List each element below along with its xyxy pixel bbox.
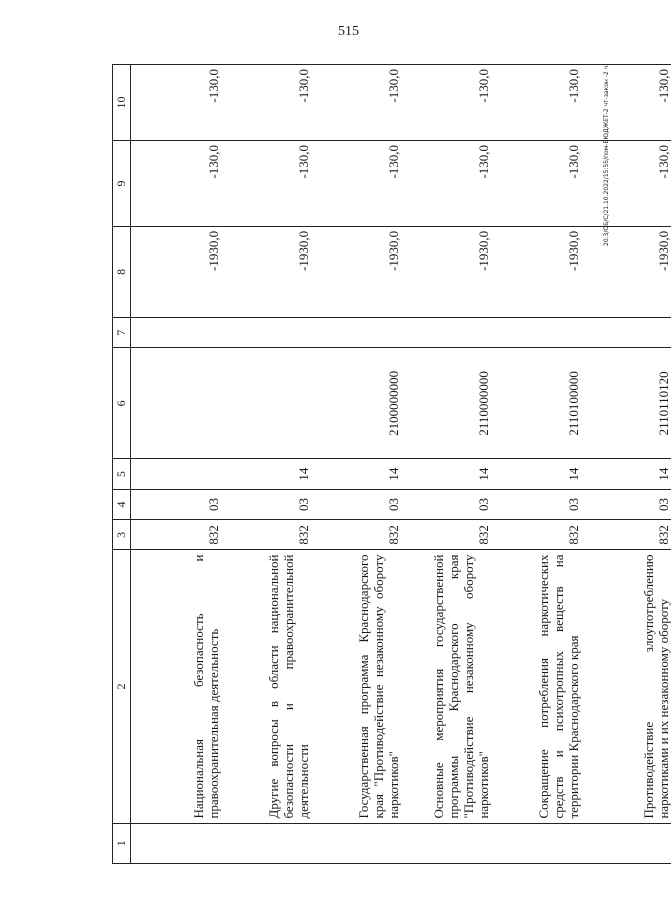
cell-c3: 832 [581,520,671,550]
cell-c3: 832 [221,520,311,550]
cell-c7 [581,317,671,347]
cell-c7 [131,317,221,347]
cell-c9: -130,0 [131,140,221,226]
header-cell: 1 [113,823,131,863]
cell-c4: 03 [311,489,401,519]
header-cell: 3 [113,520,131,550]
table-row [401,65,491,864]
header-cell: 5 [113,459,131,489]
cell-c4: 03 [131,489,221,519]
cell-c3: 832 [131,520,221,550]
cell-c10: -130,0 [491,65,581,141]
cell-c6: 2100000000 [311,348,401,459]
cell-c9: -130,0 [311,140,401,226]
cell-c5: 14 [221,459,311,489]
cell-c6 [221,348,311,459]
header-cell: 4 [113,489,131,519]
row-name: Государственная программа Краснодарского края "Противодействие незаконному обороту наркотиков" [311,550,401,823]
cell-c4: 03 [581,489,671,519]
cell-c10: -130,0 [131,65,221,141]
cell-c9: -130,0 [491,140,581,226]
header-cell: 8 [113,226,131,317]
cell-c10: -130,0 [221,65,311,141]
cell-c10: -130,0 [401,65,491,141]
budget-table [112,64,671,864]
cell-c8: -1930,0 [581,226,671,317]
cell-c3: 832 [311,520,401,550]
cell-c9: -130,0 [401,140,491,226]
header-row [113,65,131,864]
cell-c6: 2110100000 [491,348,581,459]
cell-c4: 03 [221,489,311,519]
cell-c7 [221,317,311,347]
page-number: 515 [338,24,359,39]
cell-c8: -1930,0 [401,226,491,317]
row-name: Основные мероприятия государственной программы Краснодарского края "Противодействие незаконному обороту наркотиков" [401,550,491,823]
cell-c3: 832 [491,520,581,550]
cell-c5 [131,459,221,489]
header-cell: 6 [113,348,131,459]
cell-c6: 2110000000 [401,348,491,459]
cell-c4: 03 [401,489,491,519]
table-row [221,65,311,864]
cell-c3: 832 [401,520,491,550]
cell-c8: -1930,0 [221,226,311,317]
cell-c9: -130,0 [221,140,311,226]
cell-c7 [491,317,581,347]
cell-c6: 2110110120 [581,348,671,459]
table-row [581,65,671,864]
row-name: Противодействие злоупотреблению наркотиками и их незаконному обороту [581,550,671,823]
cell-c8: -1930,0 [311,226,401,317]
table-row [491,65,581,864]
cell-c8: -1930,0 [491,226,581,317]
side-stamp-text: 20.3/ОБ/С/21.10.2022/15:55/пом-БЮДЖЕТ-2 чт-закон -2 ч. [603,63,610,246]
cell-c10: -130,0 [311,65,401,141]
cell-c5: 14 [491,459,581,489]
cell-c9: -130,0 [581,140,671,226]
cell-c6 [131,348,221,459]
cell-c8: -1930,0 [131,226,221,317]
cell-c7 [311,317,401,347]
header-cell: 10 [113,65,131,141]
cell-c5: 14 [311,459,401,489]
table-row [311,65,401,864]
table-row [131,65,221,864]
cell-c7 [401,317,491,347]
cell-c4: 03 [491,489,581,519]
cell-c10: -130,0 [581,65,671,141]
header-cell: 9 [113,140,131,226]
row-name: Сокращение потребления наркотических средств и психотропных веществ на территории Краснодарского края [491,550,581,823]
row-name: Другие вопросы в области национальной безопасности и правоохранительной деятельности [221,550,311,823]
row-name: Национальная безопасность и правоохранительная деятельность [131,550,221,823]
header-cell: 2 [113,550,131,823]
cell-c5: 14 [581,459,671,489]
cell-c5: 14 [401,459,491,489]
header-cell: 7 [113,317,131,347]
